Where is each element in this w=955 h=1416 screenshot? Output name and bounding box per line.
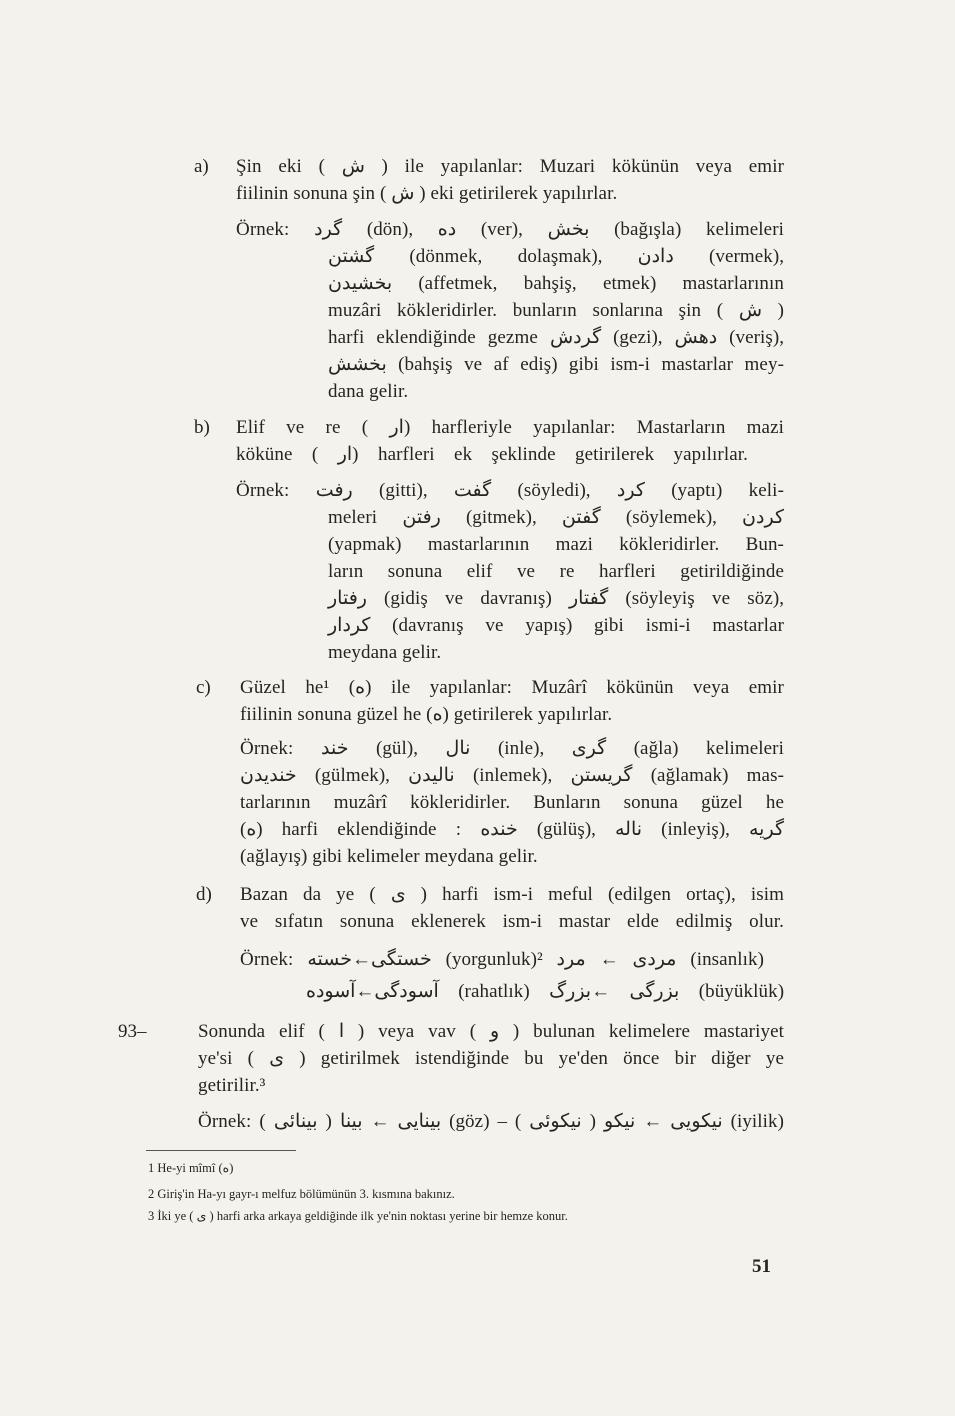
section-a-label: a) — [194, 156, 209, 177]
footnote: 2 Giriş'in Ha-yı gayr-ı melfuz bölümünün 3. kısmına bakınız. — [148, 1187, 455, 1201]
text-line: خندیدن (gülmek), نالیدن (inlemek), گریستن (ağlamak) mas- — [240, 765, 785, 786]
text-line: ye'si ( ی ) getirilmek istendiğinde bu ye'den önce bir diğer ye — [198, 1048, 784, 1069]
text-line: Örnek: رفت (gitti), گفت (söyledi), کرد (yaptı) keli- — [236, 480, 784, 501]
text-line: muzâri kökleridirler. bunların sonlarına şin ( ش ) — [328, 300, 784, 321]
text-line: Örnek: ( بینائی ) بینایی ← بینا (göz) – ( نیکوئی ) نیکویی ← نیکو (iyilik) — [198, 1111, 784, 1132]
text-line: Örnek: خند (gül), نال (inle), گری (ağla) kelimeleri — [240, 738, 784, 759]
section-c-label: c) — [196, 677, 211, 698]
text-line: tarlarının muzârî kökleridirler. Bunların sonuna güzel he — [240, 792, 784, 813]
text-line: harfi eklendiğinde gezme گردش (gezi), دهش (veriş), — [328, 327, 784, 348]
text-line: Sonunda elif ( ا ) veya vav ( و ) bulunan kelimelere mastariyet — [198, 1021, 784, 1042]
text-line: Örnek: گرد (dön), ده (ver), بخش (bağışla) kelimeleri — [236, 219, 784, 240]
text-line: (ağlayış) gibi kelimeler meydana gelir. — [240, 846, 538, 867]
text-line: getirilir.³ — [198, 1075, 266, 1096]
text-line: ve sıfatın sonuna eklenerek ism-i mastar elde edilmiş olur. — [240, 911, 784, 932]
text-line: Bazan da ye ( ی ) harfi ism-i meful (edilgen ortaç), isim — [240, 884, 784, 905]
text-line: Elif ve re ( ار) harfleriyle yapılanlar: Mastarların mazi — [236, 417, 785, 438]
footnote-divider — [146, 1150, 296, 1151]
text-line: ların sonuna elif ve re harfleri getirildiğinde — [328, 561, 784, 582]
footnote: 3 İki ye ( ی ) harfi arka arkaya geldiğinde ilk ye'nin noktası yerine bir hemze konur. — [148, 1209, 568, 1223]
text-line: fiilinin sonuna güzel he (ه) getirilerek yapılırlar. — [240, 704, 613, 725]
section-b-label: b) — [194, 417, 210, 438]
text-line: meleri رفتن (gitmek), گفتن (söylemek), کردن — [328, 507, 784, 528]
text-line: köküne ( ار) harfleri ek şeklinde getirilerek yapılırlar. — [236, 444, 748, 465]
text-line: meydana gelir. — [328, 642, 442, 663]
text-line: Örnek: خستگی←خسته (yorgunluk)² مردی ← مرد (insanlık) — [240, 949, 764, 970]
text-line: (ه) harfi eklendiğinde : خنده (gülüş), ناله (inleyiş), گریه — [240, 819, 784, 840]
text-line: گشتن (dönmek, dolaşmak), دادن (vermek), — [328, 246, 784, 267]
text-line: بخشش (bahşiş ve af ediş) gibi ism-i mastarlar mey- — [328, 354, 784, 375]
text-line: رفتار (gidiş ve davranış) گفتار (söyleyiş ve söz), — [328, 588, 785, 609]
section-number: 93– — [118, 1021, 147, 1042]
text-line: fiilinin sonuna şin ( ش ) eki getirilerek yapılırlar. — [236, 183, 618, 204]
text-line: آسودگی←آسوده (rahatlık) بزرگی ←بزرگ (büyüklük) — [306, 981, 785, 1002]
text-line: بخشیدن (affetmek, bahşiş, etmek) mastarlarının — [328, 273, 784, 294]
text-line: Şin eki ( ش ) ile yapılanlar: Muzari kökünün veya emir — [236, 156, 784, 177]
text-line: (yapmak) mastarlarının mazi kökleridirler. Bun- — [328, 534, 784, 555]
footnote: 1 He-yi mîmî (ه) — [148, 1161, 234, 1175]
text-line: Güzel he¹ (ه) ile yapılanlar: Muzârî kökünün veya emir — [240, 677, 784, 698]
page-number: 51 — [752, 1256, 771, 1277]
text-line: کردار (davranış ve yapış) gibi ismi-i mastarlar — [328, 615, 784, 636]
section-d-label: d) — [196, 884, 212, 905]
text-line: dana gelir. — [328, 381, 409, 402]
